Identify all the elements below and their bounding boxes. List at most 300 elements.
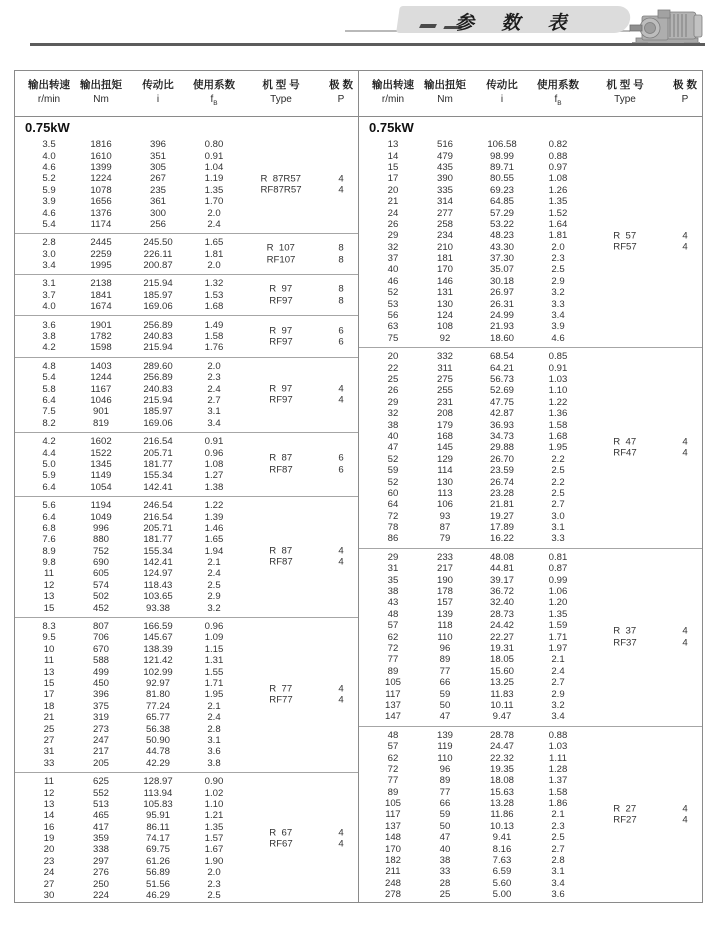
cell-output-torque: 47 — [439, 711, 451, 723]
poles-value: 6 — [338, 453, 344, 465]
cell-output-torque: 145 — [436, 442, 453, 454]
cell-service-factor: 1.65 — [204, 534, 224, 546]
cell-output-torque: 224 — [92, 890, 109, 902]
cell-output-speed: 15 — [387, 161, 399, 173]
cell-output-torque: 452 — [92, 602, 109, 614]
cell-ratio: 8.16 — [492, 843, 512, 855]
cell-output-torque: 130 — [436, 476, 453, 488]
poles-value: 4 — [682, 625, 688, 637]
col-torque-unit: Nm — [437, 94, 453, 105]
cell-service-factor: 2.4 — [207, 218, 221, 230]
cell-service-factor: 1.27 — [204, 470, 224, 482]
cell-ratio: 113.94 — [143, 787, 173, 799]
col-speed-label: 输出转速 — [372, 79, 414, 91]
cell-output-torque: 605 — [92, 568, 109, 580]
cell-output-torque: 89 — [439, 775, 451, 787]
model-type-name: R 97 — [269, 283, 293, 295]
col-poles-label: 极 数 — [329, 79, 353, 91]
cell-output-torque: 1522 — [90, 447, 112, 459]
table-row — [15, 878, 358, 889]
model-type-name: RF107 — [266, 254, 296, 266]
table-row — [15, 758, 358, 769]
cell-output-speed: 11 — [44, 568, 54, 580]
model-type-block — [583, 626, 667, 649]
obscured-text-fragment — [419, 24, 437, 28]
cell-output-speed: 10 — [43, 643, 55, 655]
cell-output-speed: 31 — [43, 746, 55, 758]
cell-output-speed: 56 — [387, 310, 399, 322]
cell-output-torque: 1782 — [90, 331, 112, 343]
cell-output-speed: 4.2 — [42, 342, 56, 354]
cell-ratio: 200.87 — [143, 260, 173, 272]
cell-output-torque: 146 — [436, 275, 453, 287]
table-row — [359, 207, 702, 218]
cell-service-factor: 2.0 — [207, 360, 221, 372]
cell-service-factor: 0.88 — [548, 150, 568, 162]
table-row — [359, 476, 702, 487]
cell-output-speed: 72 — [387, 510, 399, 522]
table-row — [359, 419, 702, 430]
cell-ratio: 56.73 — [489, 374, 514, 385]
cell-ratio: 118.43 — [143, 579, 173, 591]
cell-output-torque: 273 — [92, 723, 109, 735]
cell-output-torque: 1399 — [90, 161, 112, 173]
table-row — [359, 162, 702, 173]
cell-service-factor: 1.15 — [204, 643, 224, 655]
cell-service-factor: 2.5 — [551, 487, 565, 499]
cell-service-factor: 1.03 — [548, 741, 568, 753]
poles-value: 4 — [338, 683, 344, 695]
poles-block — [323, 827, 359, 850]
table-row — [359, 730, 702, 741]
cell-ratio: 185.97 — [143, 289, 173, 301]
page-title: 参 数 表 — [455, 13, 578, 34]
cell-service-factor: 0.90 — [204, 776, 224, 788]
cell-ratio: 44.78 — [145, 746, 170, 758]
cell-service-factor: 1.46 — [204, 522, 224, 534]
cell-output-speed: 26 — [387, 385, 399, 397]
table-row — [15, 139, 358, 150]
cell-output-speed: 13 — [43, 591, 55, 603]
cell-output-torque: 552 — [92, 787, 109, 799]
cell-output-torque: 2138 — [90, 278, 112, 290]
cell-service-factor: 1.70 — [204, 196, 224, 208]
cell-output-torque: 66 — [439, 798, 451, 810]
cell-output-speed: 9.5 — [42, 632, 56, 644]
cell-service-factor: 1.26 — [548, 184, 568, 196]
poles-value: 6 — [338, 325, 344, 337]
table-row — [359, 287, 702, 298]
cell-output-torque: 233 — [436, 551, 453, 563]
cell-service-factor: 2.5 — [207, 890, 221, 902]
model-type-name: RF87 — [269, 464, 293, 476]
cell-service-factor: 1.49 — [204, 319, 224, 331]
cell-service-factor: 0.80 — [204, 139, 224, 151]
cell-service-factor: 3.4 — [551, 877, 565, 889]
cell-output-torque: 79 — [439, 533, 451, 545]
cell-output-speed: 8.2 — [42, 417, 56, 429]
cell-output-speed: 25 — [43, 723, 55, 735]
cell-service-factor: 1.08 — [204, 458, 224, 470]
cell-output-torque: 40 — [439, 843, 451, 855]
table-row — [15, 810, 358, 821]
cell-ratio: 26.74 — [489, 476, 514, 488]
cell-output-torque: 139 — [436, 608, 453, 620]
model-type-names — [267, 243, 296, 266]
cell-output-torque: 435 — [436, 161, 453, 173]
table-row — [15, 418, 358, 429]
table-row — [359, 253, 702, 264]
cell-output-speed: 64 — [387, 499, 399, 511]
ratio-group — [359, 136, 702, 347]
cell-output-torque: 77 — [439, 786, 451, 798]
cell-ratio: 26.97 — [489, 287, 514, 299]
cell-ratio: 256.89 — [143, 372, 173, 384]
cell-ratio: 289.60 — [143, 360, 173, 372]
cell-service-factor: 1.95 — [204, 689, 224, 701]
cell-ratio: 11.83 — [490, 688, 514, 700]
model-type-block — [583, 804, 667, 827]
cell-ratio: 145.67 — [143, 632, 173, 644]
cell-output-speed: 20 — [387, 184, 399, 196]
cell-ratio: 50.90 — [145, 734, 170, 746]
cell-output-torque: 390 — [436, 173, 453, 185]
model-type-name: R 77 — [269, 683, 293, 695]
cell-output-torque: 1816 — [90, 139, 112, 151]
cell-service-factor: 2.4 — [207, 712, 221, 724]
cell-output-speed: 6.4 — [42, 511, 56, 523]
cell-service-factor: 0.81 — [548, 551, 568, 563]
cell-output-speed: 47 — [387, 442, 399, 454]
table-row — [15, 723, 358, 734]
ratio-group — [15, 772, 358, 904]
cell-service-factor: 2.9 — [551, 275, 565, 287]
cell-ratio: 74.17 — [145, 833, 170, 845]
cell-output-speed: 137 — [384, 699, 401, 711]
cell-ratio: 56.38 — [145, 723, 170, 735]
cell-output-speed: 15 — [43, 677, 55, 689]
cell-service-factor: 1.09 — [204, 632, 224, 644]
cell-output-speed: 19 — [43, 833, 55, 845]
cell-output-torque: 1046 — [90, 395, 112, 406]
col-model-unit: Type — [270, 94, 292, 105]
cell-service-factor: 1.03 — [548, 374, 568, 385]
cell-service-factor: 1.19 — [204, 173, 224, 185]
cell-output-speed: 30 — [43, 890, 55, 902]
cell-service-factor: 2.3 — [551, 820, 565, 832]
model-type-name: RF97 — [269, 394, 293, 406]
cell-ratio: 86.11 — [146, 821, 170, 833]
model-type-block — [239, 173, 323, 196]
cell-service-factor: 2.4 — [207, 568, 221, 580]
cell-ratio: 81.80 — [145, 689, 170, 701]
cell-output-speed: 59 — [387, 465, 399, 477]
cell-output-speed: 48 — [387, 608, 399, 620]
cell-output-speed: 3.8 — [42, 331, 56, 343]
model-type-names — [613, 436, 636, 459]
cell-ratio: 9.47 — [492, 711, 512, 723]
poles-block — [323, 683, 359, 706]
cell-ratio: 305 — [149, 161, 166, 173]
cell-output-torque: 77 — [439, 665, 451, 677]
model-type-name: RF77 — [269, 694, 293, 706]
cell-output-speed: 3.6 — [42, 319, 56, 331]
model-type-name: R 67 — [269, 827, 293, 839]
cell-output-torque: 170 — [436, 264, 453, 276]
cell-output-speed: 62 — [387, 752, 399, 764]
table-row — [15, 621, 358, 632]
cell-service-factor: 1.52 — [548, 207, 568, 219]
cell-output-torque: 66 — [439, 677, 451, 689]
table-row — [15, 644, 358, 655]
cell-output-speed: 117 — [385, 809, 401, 821]
cell-ratio: 13.28 — [489, 798, 514, 810]
cell-output-torque: 1901 — [90, 319, 112, 331]
cell-output-speed: 27 — [43, 878, 55, 890]
cell-output-torque: 181 — [436, 253, 453, 265]
poles-value: 4 — [682, 241, 688, 253]
cell-ratio: 169.06 — [143, 301, 173, 313]
cell-service-factor: 2.1 — [207, 557, 221, 569]
table-row — [359, 351, 702, 362]
cell-service-factor: 1.10 — [204, 798, 224, 810]
cell-service-factor: 1.21 — [204, 810, 224, 822]
cell-ratio: 89.71 — [489, 161, 514, 173]
table-row — [359, 321, 702, 332]
cell-output-torque: 59 — [439, 688, 451, 700]
cell-service-factor: 2.4 — [551, 665, 565, 677]
cell-output-torque: 50 — [439, 820, 451, 832]
cell-output-torque: 1403 — [90, 360, 112, 372]
model-type-name: R 57 — [613, 230, 637, 242]
cell-output-speed: 3.9 — [42, 196, 56, 208]
cell-ratio: 24.99 — [489, 310, 514, 322]
table-row — [15, 482, 358, 493]
model-type-names — [269, 383, 292, 406]
cell-ratio: 138.39 — [143, 643, 173, 655]
cell-output-speed: 21 — [43, 712, 55, 724]
cell-output-speed: 72 — [387, 642, 399, 654]
cell-service-factor: 1.76 — [204, 342, 224, 354]
cell-output-speed: 20 — [43, 844, 55, 856]
cell-output-speed: 5.4 — [42, 372, 56, 384]
col-model-unit: Type — [614, 94, 636, 105]
model-type-name: R 87R57 — [260, 173, 301, 185]
cell-service-factor: 3.3 — [551, 298, 565, 310]
cell-service-factor: 2.5 — [551, 832, 565, 844]
cell-output-torque: 625 — [92, 776, 109, 788]
poles-value: 4 — [338, 394, 344, 406]
table-row — [359, 333, 702, 344]
ratio-group — [15, 617, 358, 772]
table-row — [15, 511, 358, 522]
table-row — [359, 173, 702, 184]
table-row — [15, 602, 358, 613]
cell-output-speed: 16 — [43, 821, 55, 833]
cell-service-factor: 2.5 — [551, 465, 565, 477]
cell-output-speed: 17 — [43, 689, 55, 701]
col-speed-unit: r/min — [37, 94, 61, 105]
poles-block — [323, 173, 359, 196]
cell-ratio: 13.25 — [489, 677, 514, 689]
cell-service-factor: 3.9 — [551, 321, 565, 333]
col-ratio-unit: i — [500, 94, 504, 105]
cell-ratio: 95.91 — [145, 810, 170, 822]
cell-output-torque: 311 — [437, 362, 453, 374]
cell-output-speed: 29 — [387, 230, 399, 242]
col-poles-unit: P — [337, 94, 345, 105]
cell-ratio: 15.60 — [489, 665, 514, 677]
poles-block — [667, 626, 703, 649]
cell-output-torque: 210 — [436, 241, 453, 253]
col-torque-label: 输出扭矩 — [424, 79, 466, 91]
cell-output-speed: 4.0 — [42, 301, 56, 313]
cell-output-torque: 1149 — [90, 470, 112, 482]
cell-ratio: 235 — [149, 184, 166, 196]
model-type-name: RF67 — [269, 838, 293, 850]
cell-output-speed: 248 — [384, 877, 401, 889]
cell-service-factor: 3.6 — [207, 746, 221, 758]
table-row — [359, 711, 702, 722]
poles-value: 4 — [338, 827, 344, 839]
cell-ratio: 256 — [149, 218, 166, 230]
cell-output-torque: 89 — [439, 654, 451, 666]
cell-ratio: 21.93 — [489, 321, 514, 333]
cell-ratio: 52.69 — [489, 385, 514, 397]
table-row — [359, 362, 702, 373]
table-row — [359, 385, 702, 396]
col-poles-unit: P — [681, 94, 689, 105]
cell-ratio: 57.29 — [489, 207, 514, 219]
cell-service-factor: 3.0 — [551, 510, 565, 522]
cell-output-torque: 1841 — [90, 289, 112, 301]
cell-output-speed: 37 — [387, 253, 399, 265]
cell-ratio: 267 — [149, 173, 166, 185]
cell-ratio: 216.54 — [143, 436, 173, 448]
cell-output-torque: 47 — [439, 832, 451, 844]
cell-output-speed: 38 — [387, 586, 399, 598]
cell-ratio: 44.81 — [489, 563, 514, 575]
cell-ratio: 92.97 — [145, 677, 170, 689]
cell-service-factor: 1.35 — [204, 184, 224, 196]
cell-output-torque: 106 — [436, 499, 453, 511]
cell-service-factor: 2.0 — [207, 867, 221, 879]
cell-service-factor: 1.36 — [548, 408, 568, 420]
cell-output-torque: 130 — [436, 298, 453, 310]
cell-service-factor: 1.81 — [204, 248, 224, 260]
cell-service-factor: 1.35 — [204, 821, 224, 833]
table-right-body — [359, 117, 702, 903]
cell-ratio: 169.06 — [143, 417, 173, 429]
cell-ratio: 26.70 — [489, 453, 514, 465]
cell-output-torque: 670 — [92, 643, 109, 655]
cell-output-speed: 211 — [385, 866, 401, 878]
cell-output-speed: 15 — [43, 602, 55, 614]
model-type-name: R 27 — [613, 803, 637, 815]
table-row — [359, 488, 702, 499]
cell-output-torque: 752 — [92, 545, 109, 557]
poles-block — [667, 436, 703, 459]
cell-output-torque: 338 — [92, 844, 109, 856]
cell-output-speed: 63 — [387, 321, 399, 333]
cell-ratio: 28.73 — [489, 608, 514, 620]
cell-ratio: 36.72 — [489, 586, 514, 598]
table-row — [15, 712, 358, 723]
cell-output-torque: 110 — [437, 631, 453, 643]
poles-value: 4 — [338, 838, 344, 850]
cell-ratio: 39.17 — [489, 574, 514, 586]
cell-output-torque: 2445 — [90, 237, 112, 249]
poles-value: 4 — [682, 436, 688, 448]
ratio-group — [359, 548, 702, 726]
ratio-group — [15, 274, 358, 315]
model-type-names — [269, 827, 292, 850]
cell-output-torque: 807 — [92, 621, 109, 633]
poles-value: 6 — [338, 464, 344, 476]
cell-service-factor: 2.5 — [207, 579, 221, 591]
cell-service-factor: 3.1 — [207, 734, 221, 746]
cell-output-torque: 319 — [92, 712, 109, 724]
cell-service-factor: 1.22 — [204, 500, 224, 512]
model-type-names — [613, 230, 636, 253]
cell-output-torque: 1244 — [90, 372, 112, 384]
cell-output-torque: 417 — [92, 821, 109, 833]
cell-output-torque: 1345 — [90, 458, 112, 470]
table-header — [15, 71, 358, 117]
model-type-block — [239, 545, 323, 568]
cell-ratio: 396 — [149, 139, 166, 151]
col-torque-unit: Nm — [93, 94, 109, 105]
table-row — [15, 655, 358, 666]
cell-output-speed: 52 — [387, 476, 399, 488]
cell-output-speed: 13 — [43, 798, 55, 810]
table-row — [15, 776, 358, 787]
cell-service-factor: 1.58 — [548, 786, 568, 798]
col-poles-label: 极 数 — [673, 79, 697, 91]
table-row — [15, 162, 358, 173]
cell-output-torque: 124 — [436, 310, 453, 322]
cell-service-factor: 1.37 — [548, 775, 568, 787]
model-type-names — [269, 545, 292, 568]
cell-service-factor: 2.3 — [207, 878, 221, 890]
ratio-group — [15, 357, 358, 432]
model-type-names — [260, 173, 301, 196]
poles-value: 8 — [338, 242, 344, 254]
cell-service-factor: 2.9 — [207, 591, 221, 603]
power-rating-label: 0.75kW — [369, 120, 414, 135]
cell-ratio: 142.41 — [143, 481, 173, 493]
cell-output-speed: 6.8 — [42, 522, 56, 534]
cell-output-torque: 1602 — [90, 436, 112, 448]
cell-output-speed: 6.4 — [42, 395, 56, 406]
cell-service-factor: 1.04 — [204, 161, 224, 173]
cell-output-speed: 89 — [387, 665, 399, 677]
cell-output-torque: 1598 — [90, 342, 112, 354]
cell-ratio: 23.59 — [489, 465, 514, 477]
cell-ratio: 19.35 — [489, 763, 514, 775]
cell-service-factor: 2.7 — [551, 843, 565, 855]
table-row — [359, 522, 702, 533]
cell-output-speed: 14 — [387, 150, 399, 162]
cell-output-torque: 901 — [92, 406, 109, 418]
cell-output-torque: 1224 — [90, 173, 112, 185]
col-model-label: 机 型 号 — [606, 79, 644, 91]
model-type-names — [613, 626, 636, 649]
table-left-body — [15, 117, 358, 904]
table-row — [359, 196, 702, 207]
cell-service-factor: 3.6 — [551, 889, 565, 901]
cell-ratio: 105.83 — [143, 798, 173, 810]
